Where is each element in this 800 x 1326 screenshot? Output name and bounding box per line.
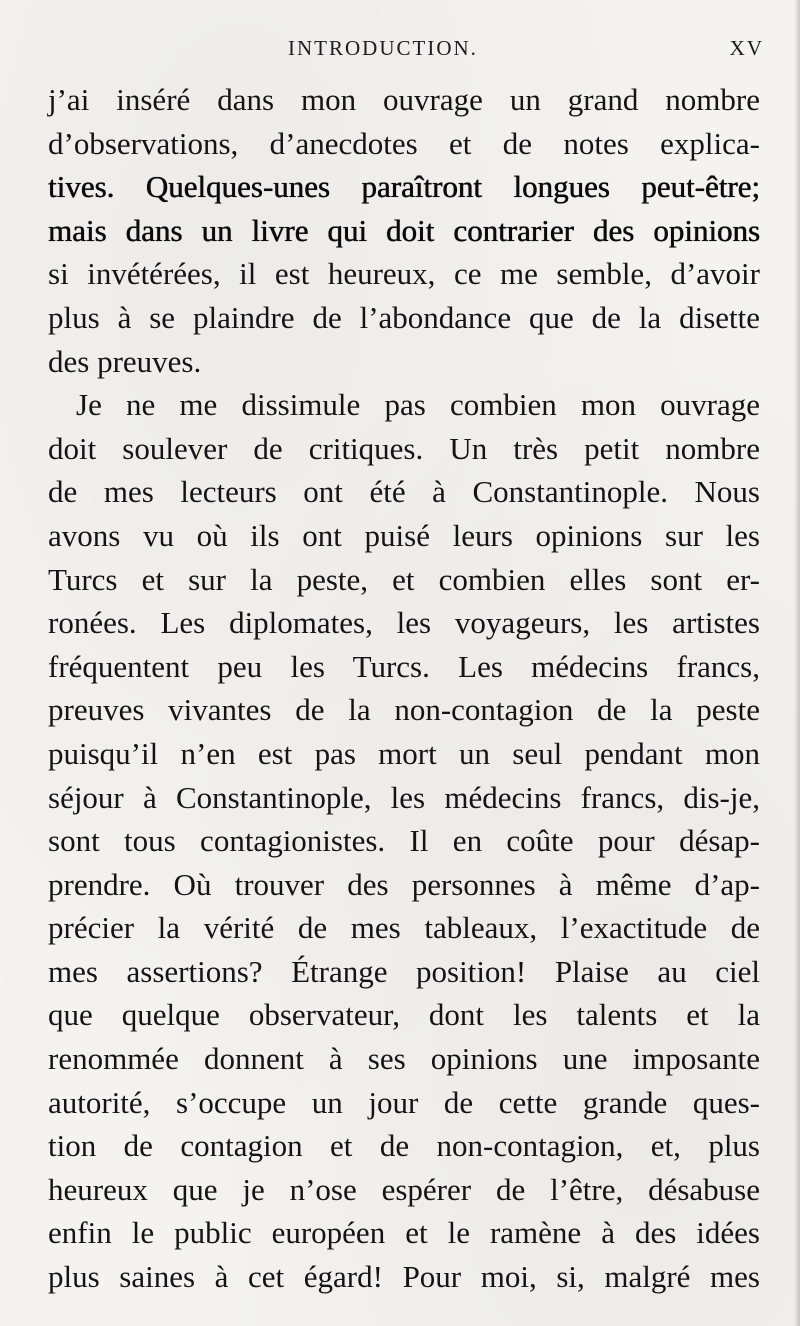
text-line: tion de contagion et de non-contagion, et, plus bbox=[48, 1128, 760, 1164]
text-line: Je ne me dissimule pas combien mon ouvrage bbox=[76, 387, 760, 423]
text-line: séjour à Constantinople, les médecins francs, dis-je, bbox=[48, 779, 760, 815]
text-line: renommée donnent à ses opinions une imposante bbox=[48, 1041, 760, 1077]
text-line: preuves vivantes de la non-contagion de la peste bbox=[48, 692, 760, 728]
text-line: avons vu où ils ont puisé leurs opinions sur les bbox=[48, 517, 760, 553]
text-line: mes assertions? Étrange position! Plaise au ciel bbox=[48, 953, 760, 989]
text-line: plus saines à cet égard! Pour moi, si, malgré mes bbox=[48, 1259, 760, 1295]
text-line: que quelque observateur, dont les talents et la bbox=[48, 997, 760, 1033]
text-line: mais dans un livre qui doit contrarier des opinions bbox=[48, 212, 760, 248]
text-line: autorité, s’occupe un jour de cette grande ques- bbox=[48, 1084, 760, 1120]
text-line: ronées. Les diplomates, les voyageurs, les artistes bbox=[48, 605, 760, 641]
text-line: des preuves. bbox=[48, 343, 202, 379]
text-line: heureux que je n’ose espérer de l’être, désabuse bbox=[48, 1171, 760, 1207]
page-number: XV bbox=[729, 36, 764, 60]
text-line: de mes lecteurs ont été à Constantinople. Nous bbox=[48, 474, 760, 510]
text-line: puisqu’il n’en est pas mort un seul pendant mon bbox=[48, 735, 760, 771]
text-line: enfin le public européen et le ramène à des idées bbox=[48, 1215, 760, 1251]
page-edge-shadow bbox=[794, 0, 800, 1326]
text-line: d’observations, d’anecdotes et de notes explica- bbox=[48, 125, 760, 161]
paragraph-1 bbox=[48, 78, 760, 383]
text-line: si invétérées, il est heureux, ce me semble, d’avoir bbox=[48, 256, 760, 292]
text-line: sont tous contagionistes. Il en coûte pour désap- bbox=[48, 823, 760, 859]
paragraph-2 bbox=[48, 383, 760, 1298]
text-line: plus à se plaindre de l’abondance que de la disette bbox=[48, 299, 760, 335]
body-text bbox=[48, 78, 760, 1299]
running-title: INTRODUCTION. bbox=[288, 36, 478, 60]
running-head bbox=[0, 36, 800, 66]
text-line: tives. Quelques-unes paraîtront longues peut-être; bbox=[48, 169, 760, 205]
text-line: doit soulever de critiques. Un très petit nombre bbox=[48, 430, 760, 466]
text-line: prendre. Où trouver des personnes à même d’ap- bbox=[48, 866, 760, 902]
text-line: précier la vérité de mes tableaux, l’exactitude de bbox=[48, 910, 760, 946]
text-line: j’ai inséré dans mon ouvrage un grand nombre bbox=[48, 82, 760, 117]
text-line: Turcs et sur la peste, et combien elles sont er- bbox=[48, 561, 760, 597]
text-line: fréquentent peu les Turcs. Les médecins francs, bbox=[48, 648, 760, 684]
